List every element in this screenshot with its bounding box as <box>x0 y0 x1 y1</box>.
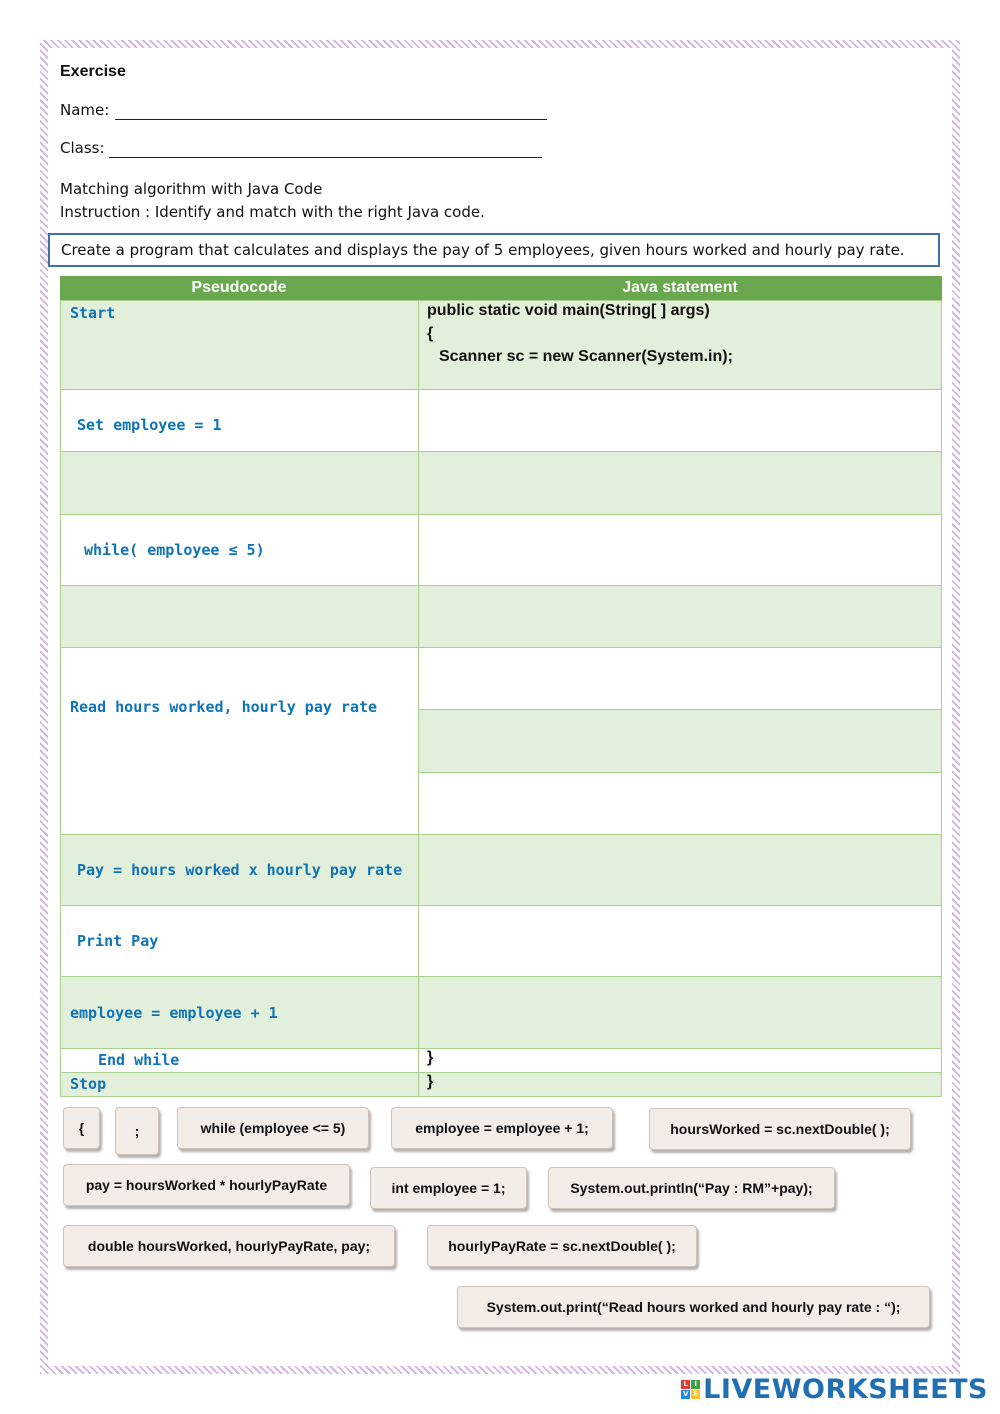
pseudo-increment: employee = employee + 1 <box>70 1004 278 1022</box>
java-close-brace-main: } <box>427 1073 434 1090</box>
table-bottom-border <box>60 1096 942 1097</box>
java-open-brace: { <box>427 325 434 342</box>
java-scanner: Scanner sc = new Scanner(System.in); <box>439 348 733 365</box>
brand-name: LIVEWORKSHEETS <box>703 1374 988 1405</box>
logo-letter: I <box>691 1380 700 1389</box>
pseudo-cell-stop <box>60 1072 418 1096</box>
answer-tile[interactable]: int employee = 1; <box>370 1167 527 1209</box>
java-drop-zone[interactable] <box>418 834 942 905</box>
matching-table <box>60 276 942 1097</box>
pseudo-cell-read <box>60 647 418 834</box>
java-drop-zone[interactable] <box>418 389 942 451</box>
name-field-line[interactable] <box>115 119 547 120</box>
class-label: Class: <box>60 139 105 157</box>
header-java: Java statement <box>418 276 942 300</box>
pseudo-stop: Stop <box>70 1075 107 1093</box>
class-row <box>60 139 105 157</box>
java-drop-zone[interactable] <box>418 451 942 514</box>
worksheet-title: Exercise <box>60 63 126 80</box>
name-label: Name: <box>60 101 110 119</box>
intro-text <box>60 178 485 224</box>
answer-tile[interactable]: { <box>63 1107 100 1149</box>
answer-tile[interactable]: hoursWorked = sc.nextDouble( ); <box>649 1108 911 1150</box>
logo-letter: L <box>681 1380 690 1389</box>
pseudo-cell-blank-2 <box>60 585 418 647</box>
pseudo-while: while( employee ≤ 5) <box>84 541 265 559</box>
java-drop-zone[interactable] <box>418 709 942 772</box>
subtitle: Matching algorithm with Java Code <box>60 180 323 198</box>
java-cell-stop <box>418 1072 942 1096</box>
pseudo-read: Read hours worked, hourly pay rate <box>70 698 378 716</box>
pseudo-cell-blank-1 <box>60 451 418 514</box>
header-pseudocode: Pseudocode <box>60 276 418 300</box>
pseudo-set-employee: Set employee = 1 <box>77 416 222 434</box>
logo-letter: V <box>682 1390 689 1398</box>
java-drop-zone[interactable] <box>418 976 942 1048</box>
java-drop-zone[interactable] <box>418 647 942 709</box>
java-cell-end-while <box>418 1048 942 1072</box>
pseudo-end-while: End while <box>98 1051 180 1069</box>
java-drop-zone[interactable] <box>418 772 942 834</box>
name-row <box>60 101 109 119</box>
liveworksheets-logo <box>681 1374 988 1405</box>
answer-tile[interactable]: pay = hoursWorked * hourlyPayRate <box>63 1164 350 1206</box>
pseudo-start: Start <box>70 304 116 322</box>
java-main-signature: public static void main(String[ ] args) <box>427 302 710 319</box>
answer-tile[interactable]: System.out.println(“Pay : RM”+pay); <box>548 1167 835 1209</box>
answer-tile[interactable]: double hoursWorked, hourlyPayRate, pay; <box>63 1225 395 1267</box>
answer-tile[interactable]: ; <box>115 1107 159 1155</box>
java-drop-zone[interactable] <box>418 905 942 976</box>
pseudo-print: Print Pay <box>77 932 159 950</box>
answer-tile[interactable]: System.out.print(“Read hours worked and hourly pay rate : “); <box>457 1286 930 1328</box>
logo-mark-icon <box>681 1380 700 1399</box>
java-close-brace-while: } <box>427 1049 434 1066</box>
answer-tile[interactable]: hourlyPayRate = sc.nextDouble( ); <box>427 1225 697 1267</box>
task-statement: Create a program that calculates and displays the pay of 5 employees, given hours worked and hourly pay rate. <box>48 233 940 267</box>
answer-tile[interactable]: while (employee <= 5) <box>177 1107 369 1149</box>
instruction: Instruction : Identify and match with the right Java code. <box>60 203 485 221</box>
java-drop-zone[interactable] <box>418 585 942 647</box>
class-field-line[interactable] <box>109 157 542 158</box>
logo-letter: E <box>691 1390 700 1399</box>
answer-tile[interactable]: employee = employee + 1; <box>391 1107 613 1149</box>
java-drop-zone[interactable] <box>418 514 942 585</box>
pseudo-pay: Pay = hours worked x hourly pay rate <box>77 861 403 879</box>
